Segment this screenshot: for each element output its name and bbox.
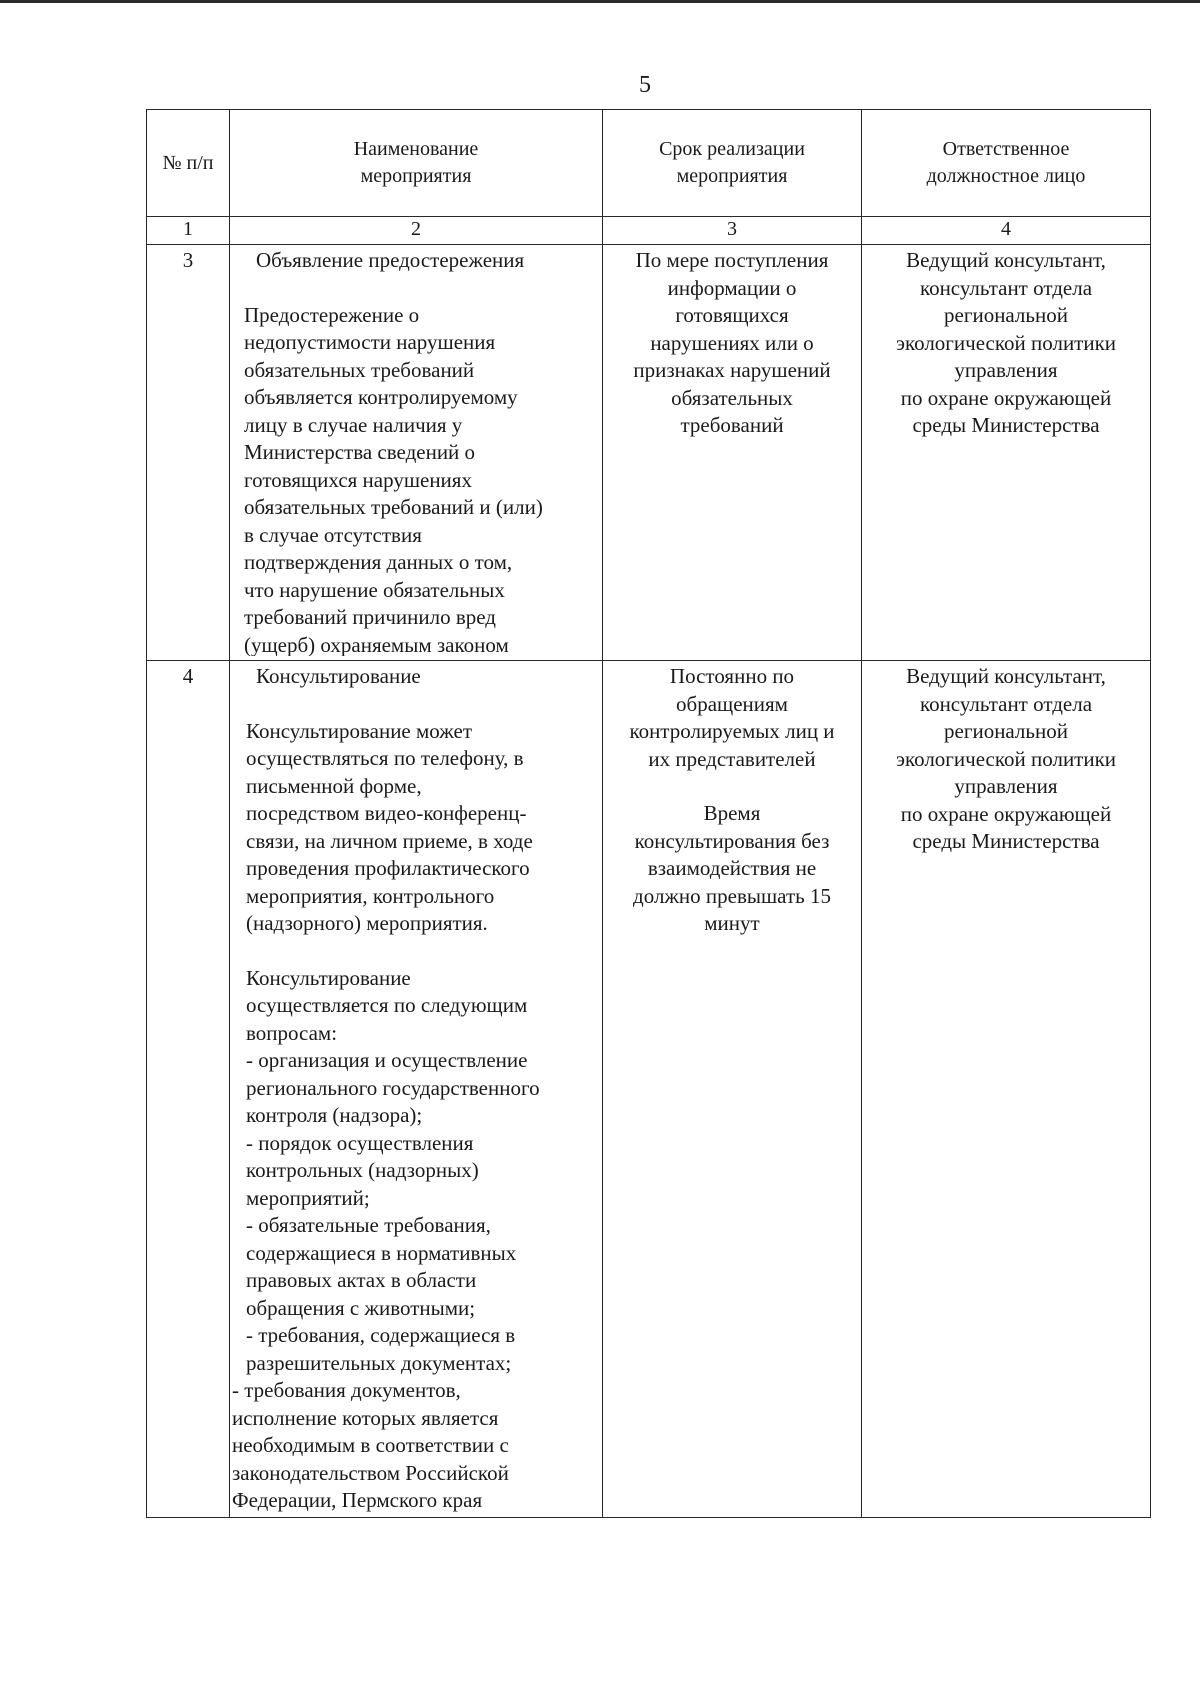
event-description-line: регионального государственного	[246, 1075, 540, 1100]
term-line: информации о	[667, 275, 797, 300]
event-description-line: осуществляться по телефону, в	[246, 746, 524, 770]
event-description	[230, 302, 602, 657]
term-line: обязательных	[671, 385, 793, 410]
event-description-line: недопустимости нарушения	[244, 330, 496, 354]
responsible-line: Ведущий консультант,	[906, 248, 1106, 272]
event-title: Объявление предостережения	[256, 248, 525, 272]
event-description-line: (надзорного) мероприятия.	[246, 911, 488, 935]
scan-top-edge	[0, 0, 1200, 3]
event-description-line: готовящихся нарушениях	[244, 467, 472, 492]
event-description-line: контрольных (надзорных)	[246, 1158, 479, 1182]
header-responsible	[862, 110, 1151, 217]
term-line: Время	[703, 801, 761, 825]
event-description-line: связи, на личном приеме, в ходе	[246, 828, 533, 853]
event-description-line: (ущерб) охраняемым законом	[244, 632, 509, 656]
column-number: 3	[603, 217, 862, 245]
term-line: должно превышать 15	[633, 883, 831, 908]
header-responsible-line: Ответственное	[942, 138, 1070, 160]
responsible-line: экологической политики	[895, 746, 1117, 771]
term-line: признаках нарушений	[633, 358, 831, 382]
responsible-line: по охране окружающей	[900, 385, 1112, 410]
term-cell	[603, 245, 862, 661]
row-number: 3	[147, 245, 230, 661]
header-term-line: Срок реализации	[659, 138, 805, 160]
event-description-line: обращения с животными;	[246, 1295, 476, 1320]
term-text	[603, 661, 861, 938]
term-line: консультирования без	[634, 828, 830, 853]
event-description-line: мероприятий;	[246, 1185, 370, 1210]
header-name	[230, 110, 603, 217]
event-description-line: Министерства сведений о	[244, 440, 476, 464]
term-line: взаимодействия не	[647, 856, 817, 880]
column-number: 4	[862, 217, 1151, 245]
event-description-line: контроля (надзора);	[246, 1103, 423, 1127]
page-number: 5	[639, 72, 651, 98]
responsible-line: по охране окружающей	[900, 801, 1112, 826]
header-term	[603, 110, 862, 217]
event-description-line: в случае отсутствия	[244, 522, 422, 547]
event-description-line: - требования документов,	[232, 1378, 461, 1402]
event-description-line: проведения профилактического	[246, 856, 530, 880]
responsible-line: экологической политики	[895, 330, 1117, 355]
responsible-cell	[862, 245, 1151, 661]
table-row	[147, 245, 1151, 661]
event-description-line: - организация и осуществление	[246, 1048, 528, 1072]
paragraph-gap	[603, 773, 861, 800]
event-description-line: подтверждения данных о том,	[244, 550, 513, 574]
event-cell	[230, 661, 603, 1518]
event-description-line: объявляется контролируемому	[244, 385, 518, 409]
event-title: Консультирование	[256, 664, 421, 688]
term-cell	[603, 661, 862, 1518]
responsible-text	[862, 661, 1150, 856]
table-row	[147, 661, 1151, 1518]
header-num-label: № п/п	[162, 151, 214, 174]
term-line: нарушениях или о	[650, 330, 814, 355]
event-description-line: что нарушение обязательных	[244, 577, 505, 602]
term-line: минут	[704, 911, 760, 935]
event-description-line: осуществляется по следующим	[246, 993, 528, 1017]
event-description-line: законодательством Российской	[232, 1460, 509, 1485]
column-number: 1	[147, 217, 230, 245]
event-description-line: Предостережение о	[244, 302, 420, 327]
event-description-line: - обязательные требования,	[246, 1213, 491, 1237]
responsible-line: управления	[954, 774, 1058, 798]
event-description-line: правовых актах в области	[246, 1268, 477, 1292]
row-number: 4	[147, 661, 230, 1518]
event-description-line: письменной форме,	[246, 773, 422, 798]
term-line: требований	[680, 413, 784, 437]
column-number-row	[147, 217, 1151, 245]
term-line: их представителей	[648, 746, 816, 771]
responsible-text	[862, 245, 1150, 440]
header-name-line: мероприятия	[360, 165, 472, 187]
responsible-line: среды Министерства	[912, 413, 1100, 437]
event-description-line: необходимым в соответствии с	[232, 1433, 509, 1457]
term-line: готовящихся	[675, 303, 789, 327]
paragraph-gap	[244, 938, 596, 965]
event-description-line: Консультирование	[246, 965, 411, 990]
header-responsible-line: должностное лицо	[926, 165, 1086, 187]
table-header-row	[147, 110, 1151, 217]
event-description-line: разрешительных документах;	[246, 1350, 512, 1375]
term-line: обращениям	[676, 691, 788, 716]
event-description-line: вопросам:	[246, 1020, 338, 1045]
event-description-line: посредством видео-конференц-	[246, 801, 527, 825]
responsible-line: консультант отдела	[919, 691, 1093, 716]
event-description-line: мероприятия, контрольного	[246, 883, 495, 908]
column-number: 2	[230, 217, 603, 245]
event-description-line: Федерации, Пермского края	[232, 1488, 483, 1512]
term-text	[603, 245, 861, 440]
responsible-line: консультант отдела	[919, 275, 1093, 300]
responsible-line: региональной	[944, 303, 1068, 327]
responsible-cell	[862, 661, 1151, 1518]
responsible-line: Ведущий консультант,	[906, 664, 1106, 688]
event-cell	[230, 245, 603, 661]
term-line: По мере поступления	[635, 248, 829, 272]
event-description-line: - требования, содержащиеся в	[246, 1323, 516, 1347]
event-description-line: - порядок осуществления	[246, 1130, 474, 1155]
event-description	[230, 718, 602, 1514]
event-description-line: исполнение которых является	[232, 1405, 499, 1430]
event-description-line: требований причинило вред	[244, 605, 496, 629]
event-description-line: лицу в случае наличия у	[244, 412, 463, 437]
event-description-line: Консультирование может	[246, 718, 472, 743]
responsible-line: региональной	[944, 719, 1068, 743]
header-num	[147, 110, 230, 217]
event-description-line: обязательных требований и (или)	[244, 495, 543, 519]
header-name-line: Наименование	[353, 138, 479, 160]
event-description-line: обязательных требований	[244, 357, 475, 382]
responsible-line: среды Министерства	[912, 829, 1100, 853]
measures-table	[146, 109, 1151, 1518]
header-term-line: мероприятия	[676, 165, 788, 187]
term-line: Постоянно по	[669, 664, 795, 688]
event-description-line: содержащиеся в нормативных	[246, 1240, 517, 1265]
responsible-line: управления	[954, 358, 1058, 382]
term-line: контролируемых лиц и	[629, 719, 835, 743]
